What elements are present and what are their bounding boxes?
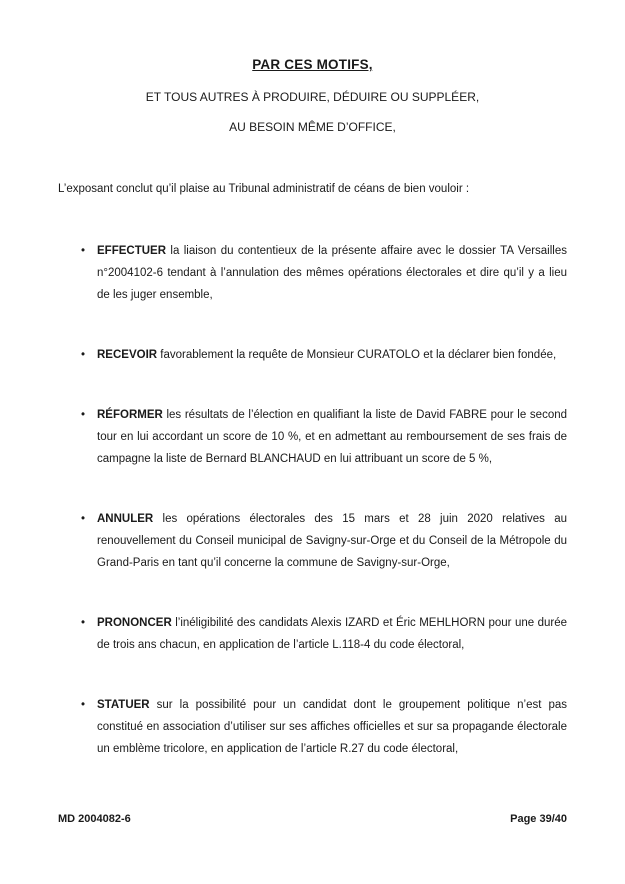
bullet-text: sur la possibilité pour un candidat dont le groupement politique n’est pas constitué en association d’utiliser sur ses affiches officielles et sur sa propagande électorale un emblème tricolore, en application de l’article R.27 du code électoral,	[97, 699, 567, 755]
bullet-text: l’inéligibilité des candidats Alexis IZARD et Éric MEHLHORN pour une durée de trois ans chacun, en application de l’article L.118-4 du code électoral,	[97, 617, 567, 651]
page-title: PAR CES MOTIFS,	[252, 57, 373, 72]
bullet-lead: PRONONCER	[97, 617, 172, 629]
conclusions-list	[58, 240, 567, 760]
page-footer	[58, 812, 567, 826]
subtitle-line-1: ET TOUS AUTRES À PRODUIRE, DÉDUIRE OU SUPPLÉER,	[145, 90, 480, 104]
list-item	[58, 508, 567, 574]
list-item	[58, 612, 567, 656]
subtitle-line-2: AU BESOIN MÊME D’OFFICE,	[229, 120, 396, 134]
list-item	[58, 694, 567, 760]
list-item	[58, 344, 567, 366]
bullet-lead: RECEVOIR	[97, 349, 158, 361]
page-number: Page 39/40	[510, 813, 567, 825]
list-item	[58, 404, 567, 470]
document-reference: MD 2004082-6	[58, 813, 131, 825]
intro-paragraph: L’exposant conclut qu’il plaise au Tribunal administratif de céans de bien vouloir :	[58, 183, 470, 195]
bullet-text: favorablement la requête de Monsieur CURATOLO et la déclarer bien fondée,	[157, 349, 557, 361]
bullet-text: les résultats de l’élection en qualifiant la liste de David FABRE pour le second tour en lui accordant un score de 10 %, et en admettant au remboursement de ses frais de campagne la liste de Bernard BLANCHAUD en lui attribuant un score de 5 %,	[97, 409, 567, 465]
bullet-lead: RÉFORMER	[97, 409, 163, 421]
bullet-lead: STATUER	[97, 699, 150, 711]
bullet-text: les opérations électorales des 15 mars et 28 juin 2020 relatives au renouvellement du Conseil municipal de Savigny-sur-Orge et du Conseil de la Métropole du Grand-Paris en tant qu’il concerne la commune de Savigny-sur-Orge,	[97, 513, 567, 569]
bullet-lead: ANNULER	[97, 513, 154, 525]
bullet-text: la liaison du contentieux de la présente affaire avec le dossier TA Versailles n°2004102-6 tendant à l’annulation des mêmes opérations électorales et dire qu’il y a lieu de les juger ensemble,	[97, 245, 567, 301]
list-item	[58, 240, 567, 306]
bullet-lead: EFFECTUER	[97, 245, 166, 257]
